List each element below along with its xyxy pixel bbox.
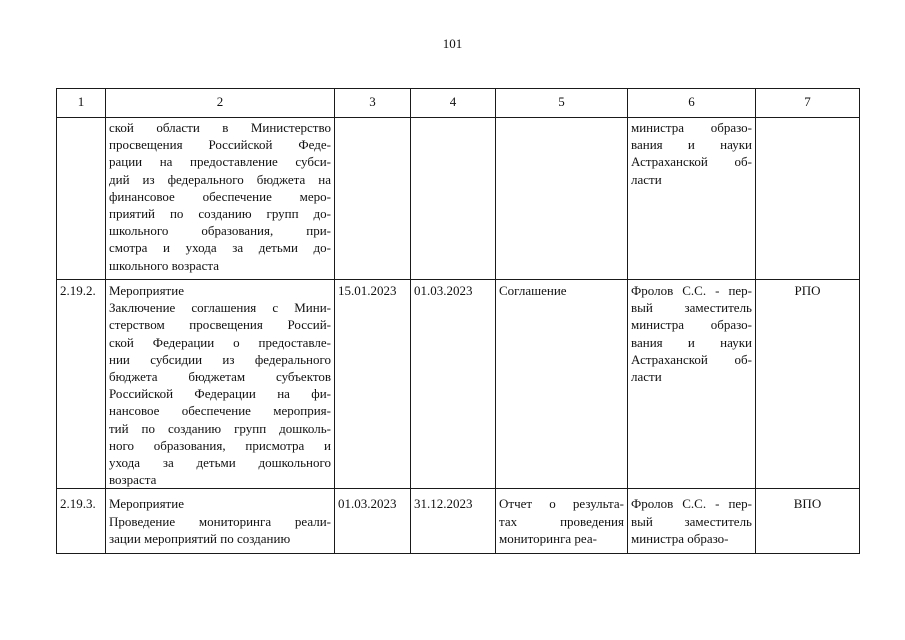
header-row — [57, 89, 860, 118]
column-header-5: 5 — [496, 89, 628, 118]
responsible-cell-line: вания и науки — [631, 334, 752, 350]
responsible-cell-line: Астраханской об- — [631, 154, 752, 170]
description-cell-line: Российской Федерации на фи- — [109, 386, 331, 402]
column-header-6: 6 — [628, 89, 756, 118]
description-cell-line: зации мероприятий по созданию — [109, 530, 291, 546]
description-cell-line: смотра и ухода за детьми до- — [109, 240, 331, 256]
description-cell-line: Проведение мониторинга реали- — [109, 513, 331, 529]
column-header-2: 2 — [106, 89, 335, 118]
row-number-cell: 2.19.3. — [57, 489, 106, 554]
description-cell-line: приятий по созданию групп до- — [109, 206, 331, 222]
description-cell-line: тий по созданию групп дошколь- — [109, 420, 331, 436]
result-cell — [496, 280, 628, 489]
code-cell: РПО — [756, 280, 860, 489]
description-cell-line: финансовое обеспечение меро- — [109, 188, 331, 204]
responsible-cell-line: вания и науки — [631, 137, 752, 153]
responsible-cell-line: ласти — [631, 369, 662, 385]
description-cell-line: Заключение соглашения с Мини- — [109, 300, 331, 316]
code-cell: ВПО — [756, 489, 860, 554]
column-header-4: 4 — [411, 89, 496, 118]
table-row — [57, 280, 860, 489]
responsible-cell — [628, 118, 756, 280]
start-date-cell: 15.01.2023 — [335, 280, 411, 489]
start-date-cell: 01.03.2023 — [335, 489, 411, 554]
column-header-7: 7 — [756, 89, 860, 118]
responsible-cell-line: Фролов С.С. - пер- — [631, 283, 752, 298]
result-cell-line: Отчет о результа- — [499, 496, 624, 512]
description-cell-line: ской Федерации о предоставле- — [109, 334, 331, 350]
result-cell — [496, 489, 628, 554]
row-number-cell: 2.19.2. — [57, 280, 106, 489]
table-row — [57, 489, 860, 554]
responsible-cell-line: ласти — [631, 171, 662, 187]
responsible-cell-line: министра образо- — [631, 530, 729, 546]
description-cell-line: ухода за детьми дошкольного — [109, 455, 331, 471]
description-cell-line: школьного образования, при- — [109, 223, 331, 239]
responsible-cell — [628, 280, 756, 489]
description-cell-line: школьного возраста — [109, 257, 219, 273]
description-cell-line: ного образования, присмотра и — [109, 437, 331, 453]
column-header-3: 3 — [335, 89, 411, 118]
plan-table — [56, 88, 860, 554]
description-cell-line: дий из федерального бюджета на — [109, 171, 331, 187]
responsible-cell — [628, 489, 756, 554]
description-cell-line: бюджета бюджетам субъектов — [109, 369, 331, 385]
description-cell — [106, 280, 335, 489]
responsible-cell-line: министра образо- — [631, 120, 752, 135]
row-number-cell — [57, 118, 106, 280]
result-cell — [496, 118, 628, 280]
description-cell — [106, 118, 335, 280]
description-cell-line: Мероприятие — [109, 496, 184, 512]
description-cell-line: рации на предоставление субси- — [109, 154, 331, 170]
description-cell — [106, 489, 335, 554]
description-cell-line: Мероприятие — [109, 283, 184, 298]
responsible-cell-line: Астраханской об- — [631, 351, 752, 367]
description-cell-line: нансовое обеспечение мероприя- — [109, 403, 331, 419]
page-number: 101 — [442, 36, 463, 51]
description-cell-line: стерством просвещения Россий- — [109, 317, 331, 333]
responsible-cell-line: вый заместитель — [631, 300, 752, 316]
responsible-cell-line: министра образо- — [631, 317, 752, 333]
end-date-cell — [411, 118, 496, 280]
code-cell — [756, 118, 860, 280]
description-cell-line: ской области в Министерство — [109, 120, 331, 135]
responsible-cell-line: Фролов С.С. - пер- — [631, 496, 752, 512]
table-row — [57, 118, 860, 280]
description-cell-line: нии субсидии из федерального — [109, 351, 331, 367]
end-date-cell: 01.03.2023 — [411, 280, 496, 489]
result-cell-line: мониторинга реа- — [499, 530, 597, 546]
end-date-cell: 31.12.2023 — [411, 489, 496, 554]
column-header-1: 1 — [57, 89, 106, 118]
result-cell-line: тах проведения — [499, 513, 624, 529]
result-cell-line: Соглашение — [499, 283, 567, 298]
description-cell-line: просвещения Российской Феде- — [109, 137, 331, 153]
responsible-cell-line: вый заместитель — [631, 513, 752, 529]
description-cell-line: возраста — [109, 472, 157, 488]
start-date-cell — [335, 118, 411, 280]
